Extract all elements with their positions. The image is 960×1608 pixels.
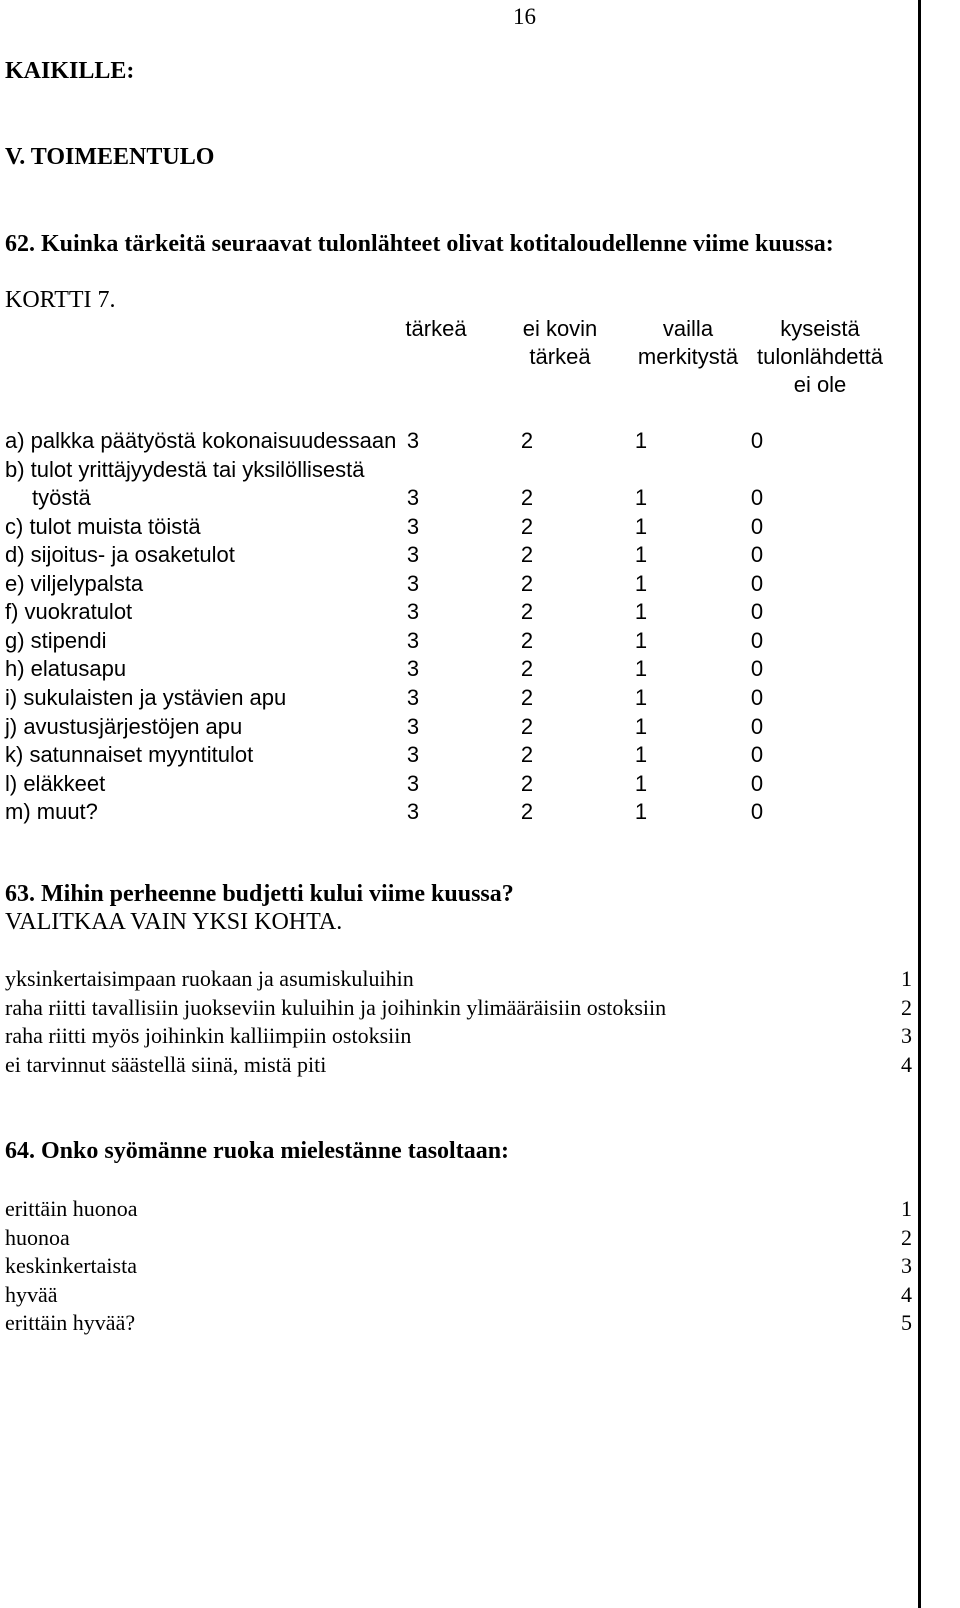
rating-value: 1	[634, 627, 648, 653]
rating-value: 1	[634, 570, 648, 596]
rating-value: 3	[406, 684, 420, 710]
rating-value: 3	[406, 542, 420, 568]
option-label: erittäin hyvää?	[5, 1310, 136, 1335]
rating-value: 0	[750, 742, 764, 768]
rating-value: 3	[406, 742, 420, 768]
row-label: l) eläkkeet	[5, 770, 106, 796]
rating-value: 0	[750, 713, 764, 739]
rating-value: 0	[750, 570, 764, 596]
rating-value: 3	[406, 770, 420, 796]
rating-value: 2	[520, 742, 534, 768]
rating-value: 1	[634, 770, 648, 796]
column-header-line: vailla	[662, 316, 714, 341]
rating-value: 0	[750, 627, 764, 653]
rating-value: 0	[750, 684, 764, 710]
row-label: f) vuokratulot	[5, 599, 133, 625]
row-label: e) viljelypalsta	[5, 570, 144, 596]
row-label: työstä	[32, 485, 91, 511]
rating-value: 3	[406, 713, 420, 739]
question-63: 63. Mihin perheenne budjetti kului viime kuussa?	[5, 881, 514, 907]
question-64: 64. Onko syömänne ruoka mielestänne tasoltaan:	[5, 1138, 510, 1164]
option-code: 4	[901, 1281, 912, 1307]
rating-value: 2	[520, 770, 534, 796]
rating-value: 2	[520, 570, 534, 596]
rating-value: 0	[750, 485, 764, 511]
option-label: raha riitti tavallisiin juokseviin kuluihin ja joihinkin ylimääräisiin ostoksiin	[5, 994, 667, 1020]
rating-value: 3	[406, 656, 420, 682]
rating-value: 3	[406, 627, 420, 653]
rating-value: 3	[406, 799, 420, 825]
rating-value: 1	[634, 799, 648, 825]
rating-value: 0	[750, 770, 764, 796]
row-label: h) elatusapu	[5, 656, 127, 682]
rating-value: 2	[520, 656, 534, 682]
rating-value: 2	[520, 542, 534, 568]
rating-value: 2	[520, 428, 534, 453]
option-code: 4	[901, 1051, 912, 1077]
option-label: yksinkertaisimpaan ruokaan ja asumiskuluihin	[5, 966, 414, 991]
rating-value: 1	[634, 428, 648, 453]
option-code: 3	[901, 1023, 912, 1048]
row-label: d) sijoitus- ja osaketulot	[5, 542, 235, 568]
rating-value: 2	[520, 599, 534, 625]
row-label: m) muut?	[5, 799, 98, 825]
option-code: 3	[901, 1253, 912, 1278]
rating-value: 2	[520, 713, 534, 739]
option-code: 5	[901, 1310, 912, 1335]
rating-value: 2	[520, 513, 534, 539]
column-header-2	[505, 315, 615, 371]
row-label: a) palkka päätyöstä kokonaisuudessaan	[5, 428, 397, 453]
rating-value: 3	[406, 428, 420, 453]
column-header-4	[750, 315, 890, 399]
row-label: g) stipendi	[5, 627, 107, 653]
rating-value: 3	[406, 513, 420, 539]
rating-value: 1	[634, 656, 648, 682]
column-header-line: merkitystä	[637, 344, 739, 369]
rating-value: 0	[750, 513, 764, 539]
column-header-line: tärkeä	[405, 316, 467, 341]
page-number: 16	[513, 4, 536, 29]
column-header-line: tärkeä	[529, 344, 591, 369]
rating-value: 2	[520, 627, 534, 653]
rating-value: 2	[520, 799, 534, 825]
rating-value: 3	[406, 599, 420, 625]
question-62: 62. Kuinka tärkeitä seuraavat tulonlähteet olivat kotitaloudellenne viime kuussa:	[5, 231, 834, 257]
rating-value: 1	[634, 542, 648, 568]
rating-value: 0	[750, 799, 764, 825]
option-code: 2	[901, 994, 912, 1020]
rating-value: 1	[634, 713, 648, 739]
option-label: raha riitti myös joihinkin kalliimpiin ostoksiin	[5, 1023, 412, 1048]
rating-value: 1	[634, 485, 648, 511]
option-code: 1	[901, 966, 912, 991]
rating-value: 1	[634, 599, 648, 625]
card-reference: KORTTI 7.	[5, 287, 116, 313]
rating-value: 1	[634, 684, 648, 710]
rating-value: 0	[750, 599, 764, 625]
column-header-line: ei kovin	[522, 316, 598, 341]
section-title: KAIKILLE:	[5, 58, 135, 84]
option-label: ei tarvinnut säästellä siinä, mistä piti	[5, 1051, 327, 1077]
row-label: k) satunnaiset myyntitulot	[5, 742, 254, 768]
row-label: c) tulot muista töistä	[5, 513, 201, 539]
column-header-1	[396, 315, 476, 343]
option-label: erittäin huonoa	[5, 1196, 138, 1221]
option-label: hyvää	[5, 1281, 58, 1307]
rating-value: 0	[750, 656, 764, 682]
column-header-line: tulonlähdettä	[757, 344, 883, 369]
page-margin-rule	[918, 0, 921, 1608]
rating-value: 1	[634, 742, 648, 768]
rating-value: 3	[406, 485, 420, 511]
subsection-title: V. TOIMEENTULO	[5, 144, 215, 170]
option-label: keskinkertaista	[5, 1253, 137, 1278]
question-63-instruction: VALITKAA VAIN YKSI KOHTA.	[5, 909, 343, 935]
option-code: 2	[901, 1224, 912, 1250]
column-header-3	[628, 315, 748, 371]
option-label: huonoa	[5, 1224, 70, 1250]
row-label: j) avustusjärjestöjen apu	[5, 713, 243, 739]
rating-value: 2	[520, 684, 534, 710]
row-label: i) sukulaisten ja ystävien apu	[5, 684, 287, 710]
rating-value: 0	[750, 542, 764, 568]
option-code: 1	[901, 1196, 912, 1221]
column-header-line: ei ole	[793, 372, 847, 397]
column-header-line: kyseistä	[780, 316, 860, 341]
rating-value: 0	[750, 428, 764, 453]
rating-value: 3	[406, 570, 420, 596]
row-label: b) tulot yrittäjyydestä tai yksilöllisestä	[5, 456, 365, 482]
rating-value: 1	[634, 513, 648, 539]
rating-value: 2	[520, 485, 534, 511]
